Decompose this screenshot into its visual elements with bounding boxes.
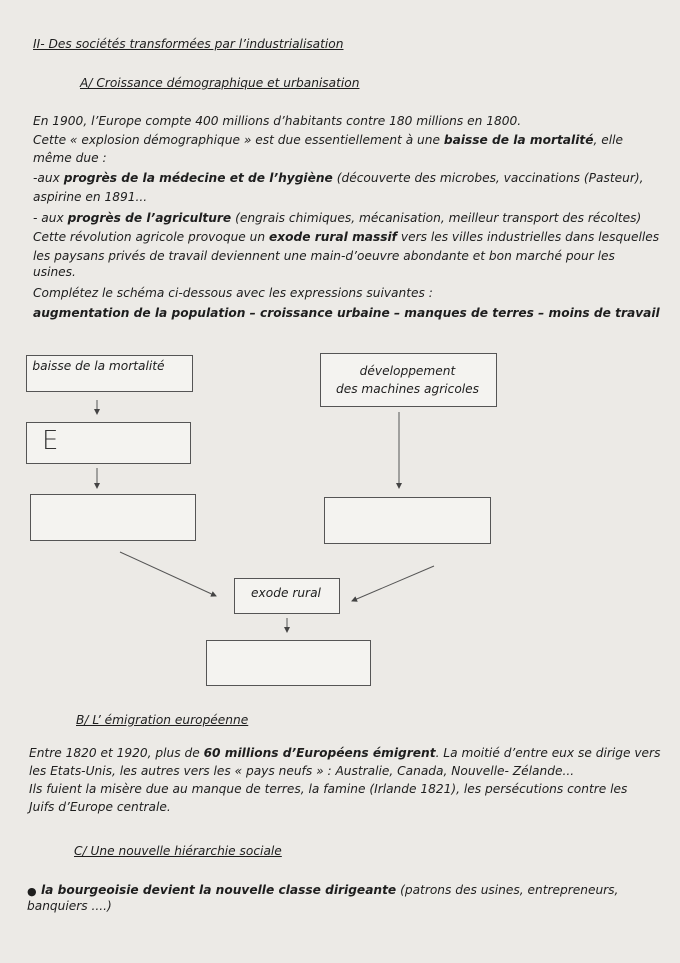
section_a-text: usines. — [33, 265, 76, 279]
box-machines-label-1: développement — [359, 364, 456, 378]
section_a-text: (engrais chimiques, mécanisation, meilleur transport des récoltes) — [231, 211, 642, 225]
section_a-text: aspirine en 1891... — [33, 190, 148, 204]
section_a-bold-text: progrès de la médecine et de l’hygiène — [63, 171, 333, 185]
section_a-bold-text: exode rural massif — [269, 230, 397, 244]
section_b-text: . La moitié d’entre eux se dirige vers — [435, 746, 661, 760]
section_a-text: les paysans privés de travail deviennent une main-d’oeuvre abondante et bon marché pour les — [33, 249, 615, 263]
section_a-text: Cette révolution agricole provoque un — [33, 230, 269, 244]
section_a-text: Cette « explosion démographique » est due essentiellement à une — [33, 133, 444, 147]
box-mortality-label: baisse de la mortalité — [32, 359, 165, 373]
section_a-text: , elle — [593, 133, 624, 147]
section_a-bold-text: progrès de l’agriculture — [67, 211, 232, 225]
section_b-text: les Etats-Unis, les autres vers les « pays neufs » : Australie, Canada, Nouvelle- Zélande... — [29, 764, 575, 778]
section_a-text: -aux — [33, 171, 64, 185]
section_a-text: (découverte des microbes, vaccinations (Pasteur), — [332, 171, 644, 185]
arrow-4 — [120, 552, 216, 596]
section_b-line — [29, 800, 171, 814]
section-a-title: A/ Croissance démographique et urbanisation — [80, 76, 360, 90]
section_c-text: (patrons des usines, entrepreneurs, — [396, 883, 619, 897]
handwritten-mark: E — [42, 426, 59, 456]
section_a-text: Complétez le schéma ci-dessous avec les expressions suivantes : — [33, 286, 433, 300]
section_b-bold-text: 60 millions d’Européens émigrent — [203, 746, 436, 760]
section_b-line — [29, 782, 627, 796]
section_b-text: Juifs d’Europe centrale. — [29, 800, 171, 814]
section_a-text: - aux — [33, 211, 68, 225]
section_b-line — [29, 746, 660, 760]
page-heading: II- Des sociétés transformées par l’industrialisation — [33, 37, 344, 51]
section_b-line — [29, 764, 574, 778]
section_a-text: vers les villes industrielles dans lesquelles — [397, 230, 660, 244]
section_a-text: En 1900, l’Europe compte 400 millions d’habitants contre 180 millions en 1800. — [33, 114, 522, 128]
box-machines-label-2: des machines agricoles — [335, 382, 480, 396]
section_c-text: banquiers ....) — [27, 899, 112, 913]
section_b-text: Ils fuient la misère due au manque de terres, la famine (Irlande 1821), les persécutions contre les — [29, 782, 628, 796]
box-exode-label: exode rural — [251, 586, 321, 600]
section_a-text: même due : — [33, 151, 107, 165]
arrow-5 — [352, 566, 434, 601]
section_a-bold-text: baisse de la mortalité — [443, 133, 594, 147]
section_c-bold-text: la bourgeoisie devient la nouvelle classe dirigeante — [41, 883, 397, 897]
section-b-title: B/ L’ émigration européenne — [76, 713, 249, 727]
section_c-line — [41, 883, 618, 897]
section_a-bold-text: augmentation de la population – croissance urbaine – manques de terres – moins de travail — [33, 306, 660, 320]
bullet-icon: ● — [27, 885, 37, 898]
section_c-line — [27, 899, 112, 913]
section-c-title: C/ Une nouvelle hiérarchie sociale — [74, 844, 282, 858]
section_b-text: Entre 1820 et 1920, plus de — [29, 746, 204, 760]
